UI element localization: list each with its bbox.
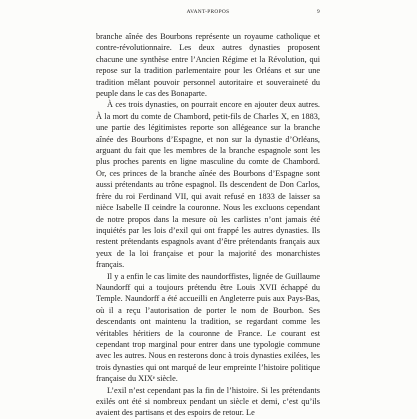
text-body bbox=[96, 31, 320, 419]
page-number: 9 bbox=[317, 9, 320, 15]
paragraph-dynasties: À ces trois dynasties, on pourrait encore en ajouter deux autres. À la mort du comte de Chambord, petit-fils de Charles X, en 1883, une partie des légitimistes reporte son allégeance sur la branche aînée des Bourbons d’Espagne, et non sur la dynastie d’Orléans, arguant du fait que les membres de la branche espagnole sont les plus proches parents en ligne masculine du comte de Chambord. Or, ces princes de la branche aînée des Bourbons d’Espagne sont aussi prétendants au trône espagnol. Ils descendent de Don Carlos, frère du roi Ferdinand VII, qui avait refusé en 1833 de laisser sa nièce Isabelle II ceindre la couronne. Nous les excluons cependant de notre propos dans la mesure où les carlistes n’ont jamais été inquiétés par les lois d’exil qui ont frappé les autres dynasties. Ils restent prétendants espagnols avant d’être prétendants français aux yeux de la loi française et pour la majorité des monarchistes français. bbox=[96, 100, 320, 270]
paragraph-exil: L’exil n’est cependant pas la fin de l’histoire. Si les prétendants exilés ont été si nombreux pendant un siècle et demi, c’est qu’ils avaient des partisans et des espoirs de retour. Le bbox=[96, 385, 320, 418]
running-title: AVANT-PROPOS bbox=[186, 9, 230, 15]
paragraph-naundorffistes: Il y a enfin le cas limite des naundorffistes, lignée de Guillaume Naundorff qui a toujours prétendu être Louis XVII échappé du Temple. Naundorff a été accueilli en Angleterre puis aux Pays-Bas, où il a reçu l’autorisation de porter le nom de Bourbon. Ses descendants ont maintenu la tradition, se regardant comme les véritables héritiers de la couronne de France. Le courant est cependant trop marginal pour entrer dans une typologie commune avec les autres. Nous en resterons donc à trois dynasties exilées, les trois dynasties qui ont marqué de leur empreinte l’histoire politique française du XIXᵉ siècle. bbox=[96, 271, 320, 384]
paragraph-continued: branche aînée des Bourbons représente un royaume catholique et contre-révolutionnaire. Les deux autres dynasties proposent chacune une synthèse entre l’Ancien Régime et la Révolution, qui repose sur la tradition parlementaire pour les Orléans et sur une tradition mêlant pouvoir personnel autoritaire et souveraineté du peuple dans le cas des Bonaparte. bbox=[96, 32, 320, 99]
